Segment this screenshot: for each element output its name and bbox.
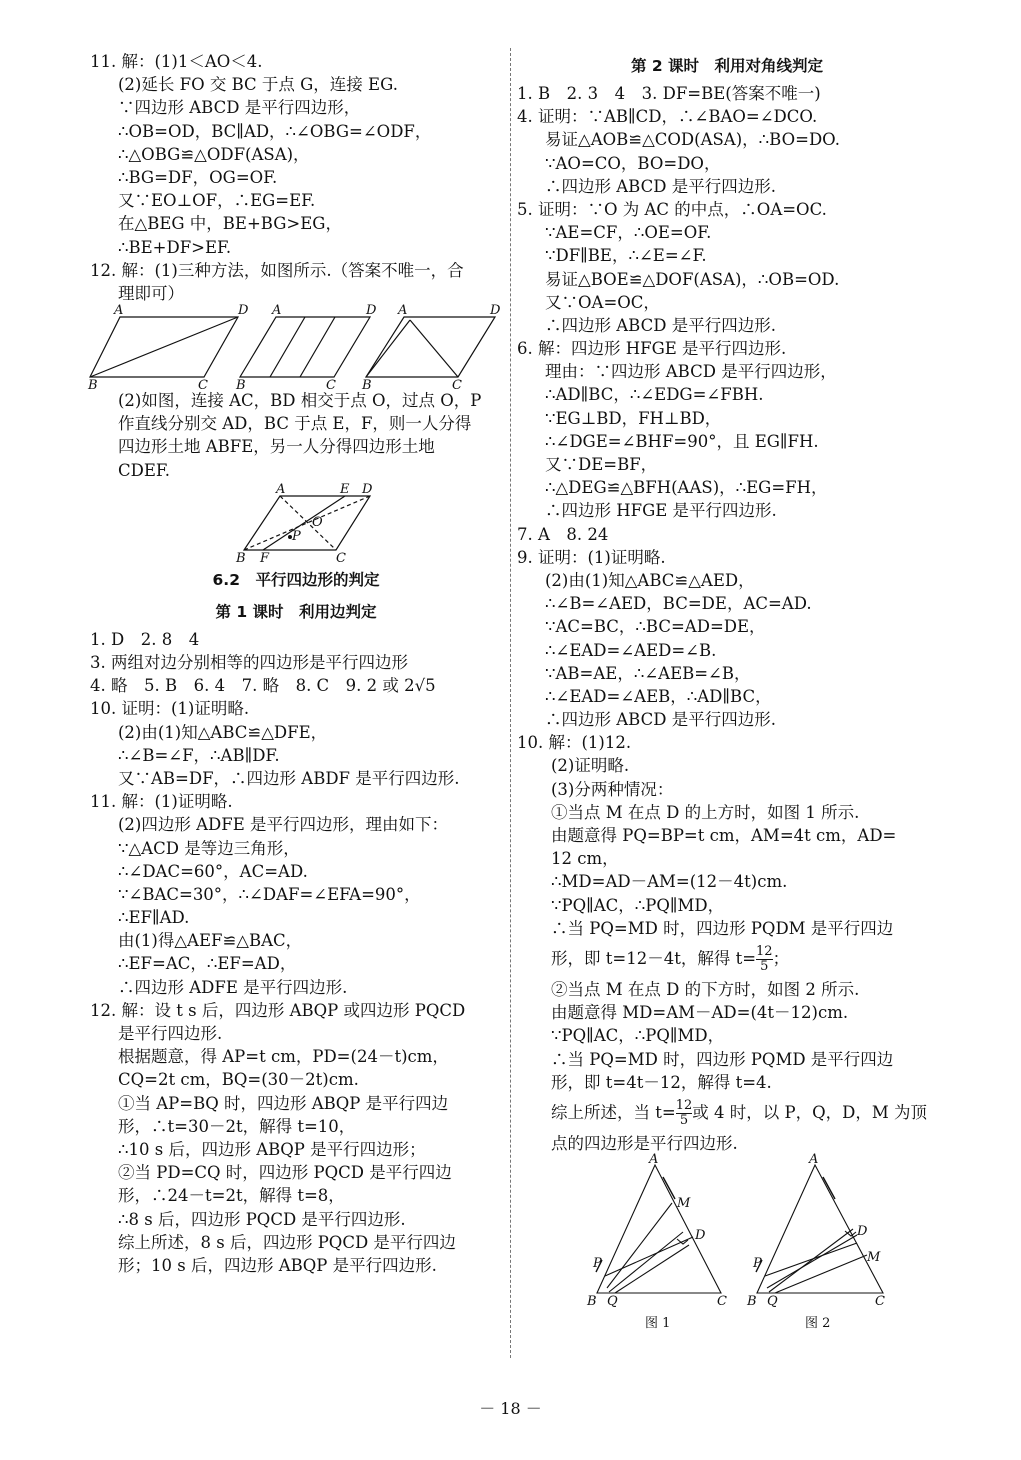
fraction-line: [517, 1094, 937, 1132]
text-line: ∵EG⊥BD，FH⊥BD，: [545, 408, 722, 428]
text-line: CDEF.: [118, 460, 171, 480]
text-line: 11. 解：(1)1＜AO＜4.: [90, 52, 263, 71]
fraction-line: [517, 940, 937, 978]
label-O: O: [312, 514, 323, 530]
text-line: ∴当 PQ=MD 时，四边形 PQDM 是平行四边: [551, 918, 894, 938]
label-E: E: [340, 481, 350, 497]
text-line: ∴当 PQ=MD 时，四边形 PQMD 是平行四边: [551, 1049, 894, 1069]
label-P: P: [753, 1256, 762, 1272]
text-line: ∵AB=AE，∴∠AEB=∠B，: [545, 663, 751, 683]
text-line: 由题意得 MD=AM－AD=(4t－12)cm.: [551, 1003, 849, 1023]
text-line: ∴四边形 ABCD 是平行四边形.: [545, 710, 776, 730]
text-line: 形；10 s 后，四边形 ABQP 是平行四边形.: [118, 1255, 437, 1275]
text-line: ∴四边形 ADFE 是平行四边形.: [118, 977, 348, 997]
fraction: [676, 1099, 693, 1128]
text-line: 综上所述，8 s 后，四边形 PQCD 是平行四边: [118, 1232, 456, 1252]
fraction: [756, 945, 773, 974]
text-line: ∵△ACD 是等边三角形，: [118, 838, 300, 858]
text-line: ∴△DEG≌△BFH(AAS)，∴EG=FH，: [545, 478, 828, 498]
text-line: ①当点 M 在点 D 的上方时，如图 1 所示.: [551, 802, 860, 822]
text-line: ∵四边形 ABCD 是平行四边形，: [118, 98, 361, 118]
text-line: (2)证明略.: [551, 756, 630, 776]
label-D: D: [362, 481, 373, 497]
text-line: ∴四边形 HFGE 是平行四边形.: [545, 501, 777, 521]
label-B: B: [88, 378, 98, 394]
column-divider: [510, 48, 511, 1358]
fraction-numerator: 12: [675, 1097, 693, 1113]
text-line: ∵∠BAC=30°，∴∠DAF=∠EFA=90°，: [118, 884, 421, 904]
text-line: 10. 证明：(1)证明略.: [90, 699, 250, 719]
text-line: 是平行四边形.: [118, 1024, 223, 1043]
text-line: ∴∠DAC=60°，AC=AD.: [118, 861, 308, 881]
text-line: 12 cm，: [551, 849, 619, 869]
three-parallelograms-figure: [88, 303, 502, 394]
text-line: ∴AD∥BC，∴∠EDG=∠FBH.: [545, 385, 764, 405]
text-line: ∴MD=AD－AM=(12－4t)cm.: [551, 872, 788, 892]
text-line: ∴∠B=∠AED，BC=DE，AC=AD.: [545, 594, 812, 614]
label-M: M: [867, 1250, 881, 1266]
text-line: (2)四边形 ADFE 是平行四边形，理由如下：: [118, 815, 448, 835]
label-D: D: [490, 303, 501, 319]
left-block-2: [90, 389, 502, 482]
label-B: B: [362, 378, 372, 394]
fraction-denominator: 5: [676, 1113, 693, 1128]
fraction-numerator: 12: [756, 943, 773, 959]
fraction-denominator: 5: [756, 959, 773, 974]
text-line: ∴四边形 ABCD 是平行四边形.: [545, 176, 776, 196]
label-D: D: [366, 303, 377, 319]
text-line: 3. 两组对边分别相等的四边形是平行四边形: [90, 653, 408, 672]
text-line: 12. 解：(1)三种方法，如图所示.（答案不唯一，合: [90, 260, 464, 280]
text-line: 5. 证明：∵O 为 AC 的中点，∴OA=OC.: [517, 199, 827, 219]
text-line: (2)延长 FO 交 BC 于点 G，连接 EG.: [118, 75, 398, 95]
text-line: ∴△OBG≌△ODF(ASA)，: [118, 144, 310, 164]
lesson-title: 第 2 课时 利用对角线判定: [630, 57, 824, 75]
text-line: 点的四边形是平行四边形.: [551, 1133, 738, 1153]
text-line: ∴四边形 ABCD 是平行四边形.: [545, 315, 776, 335]
text-line: 又∵AB=DF，∴四边形 ABDF 是平行四边形.: [118, 768, 460, 788]
text-line: ∵AO=CO，BO=DO，: [545, 153, 721, 173]
left-block-3: [90, 628, 502, 1277]
label-D: D: [695, 1228, 706, 1244]
label-P: P: [292, 528, 301, 544]
label-A: A: [398, 303, 408, 319]
label-M: M: [677, 1196, 691, 1212]
label-A: A: [276, 481, 286, 497]
text-line: (2)如图，连接 AC，BD 相交于点 O，过点 O，P: [118, 391, 482, 411]
text-line: (2)由(1)知△ABC≌△AED，: [545, 570, 755, 590]
text-line: 4. 略 5. B 6. 4 7. 略 8. C 9. 2 或 2√5: [90, 676, 436, 696]
text-line: 1. B 2. 3 4 3. DF=BE(答案不唯一): [517, 84, 821, 103]
text-line: ∵PQ∥AC，∴PQ∥MD，: [551, 895, 725, 915]
label-A: A: [649, 1152, 659, 1168]
label-A: A: [114, 303, 124, 319]
triangle-figures: [517, 1152, 937, 1332]
section-title: 6.2 平行四边形的判定: [212, 570, 380, 589]
text-line: ∵PQ∥AC，∴PQ∥MD，: [551, 1026, 725, 1046]
figure-caption: 图 2: [805, 1316, 831, 1332]
label-B: B: [587, 1294, 597, 1310]
text-line: ∴∠DGE=∠BHF=90°，且 EG∥FH.: [545, 431, 819, 451]
text-line: 7. A 8. 24: [517, 524, 609, 544]
left-column: [90, 50, 502, 1277]
text-line: (2)由(1)知△ABC≌△DFE，: [118, 722, 328, 742]
text-line: CQ=2t cm，BQ=(30－2t)cm.: [118, 1070, 359, 1090]
text-line: ∴EF∥AD.: [118, 908, 190, 928]
text-line: 6. 解：四边形 HFGE 是平行四边形.: [517, 339, 787, 359]
label-C: C: [875, 1294, 885, 1310]
text-line: ∵AE=CF，∴OE=OF.: [545, 223, 712, 243]
text-span: 形，即 t=12－4t，解得 t=: [551, 948, 757, 968]
text-line: ②当点 M 在点 D 的下方时，如图 2 所示.: [551, 979, 860, 999]
label-A: A: [809, 1152, 819, 1168]
label-B: B: [236, 378, 246, 394]
text-line: 形，∴t=30－2t，解得 t=10，: [118, 1116, 356, 1136]
label-A: A: [272, 303, 282, 319]
label-F: F: [260, 550, 270, 566]
label-D: D: [857, 1224, 868, 1240]
text-line: ∴8 s 后，四边形 PQCD 是平行四边形.: [118, 1209, 406, 1229]
text-line: ∴BG=DF，OG=OF.: [118, 167, 278, 187]
label-C: C: [198, 378, 208, 394]
text-line: 形，∴24－t=2t，解得 t=8，: [118, 1186, 345, 1206]
text-line: 1. D 2. 8 4: [90, 629, 200, 649]
page-number: － 18 －: [479, 1399, 542, 1418]
label-D: D: [238, 303, 249, 319]
label-B: B: [236, 550, 246, 566]
text-line: 9. 证明：(1)证明略.: [517, 547, 666, 567]
label-Q: Q: [607, 1294, 618, 1310]
label-C: C: [452, 378, 462, 394]
text-line: 在△BEG 中，BE+BG>EG，: [118, 214, 342, 234]
text-line: ∵DF∥BE，∴∠E=∠F.: [545, 246, 707, 266]
label-Q: Q: [767, 1294, 778, 1310]
text-line: ∴EF=AC，∴EF=AD，: [118, 954, 297, 974]
text-span: 综上所述，当 t=: [551, 1102, 676, 1122]
text-line: 又∵OA=OC，: [545, 292, 660, 312]
text-line: 12. 解：设 t s 后，四边形 ABQP 或四边形 PQCD: [90, 1000, 466, 1020]
right-column: [517, 50, 937, 1331]
parallelogram-division-figure: [90, 482, 502, 564]
text-line: 四边形土地 ABFE，另一人分得四边形土地: [118, 437, 435, 457]
text-line: 理即可）: [118, 283, 184, 303]
text-line: ∴OB=OD，BC∥AD，∴∠OBG=∠ODF，: [118, 121, 432, 141]
text-line: (3)分两种情况：: [551, 779, 674, 799]
text-line: 理由：∵四边形 ABCD 是平行四边形，: [545, 362, 837, 382]
text-line: 根据题意，得 AP=t cm，PD=(24－t)cm，: [118, 1047, 449, 1067]
text-line: 又∵EO⊥OF，∴EG=EF.: [118, 191, 316, 211]
text-line: 由题意得 PQ=BP=t cm，AM=4t cm，AD=: [551, 826, 897, 845]
figure-caption: 图 1: [645, 1316, 671, 1332]
lesson-title: 第 1 课时 利用边判定: [215, 602, 377, 621]
label-P: P: [593, 1256, 602, 1272]
label-C: C: [336, 550, 346, 566]
text-line: 易证△BOE≌△DOF(ASA)，∴OB=OD.: [545, 269, 840, 289]
text-span: 或 4 时，以 P，Q，D，M 为顶: [692, 1102, 927, 1122]
left-block-1: [90, 50, 502, 305]
text-span: ；: [772, 948, 790, 968]
text-line: ∵AC=BC，∴BC=AD=DE，: [545, 617, 766, 637]
text-line: ∴∠EAD=∠AEB，∴AD∥BC，: [545, 686, 772, 706]
text-line: 易证△AOB≌△COD(ASA)，∴BO=DO.: [545, 130, 840, 150]
right-block-1: [517, 82, 937, 1155]
text-line: ∴10 s 后，四边形 ABQP 是平行四边形；: [118, 1139, 426, 1159]
text-line: ∴∠B=∠F，∴AB∥DF.: [118, 745, 280, 765]
text-line: ②当 PD=CQ 时，四边形 PQCD 是平行四边: [118, 1163, 452, 1183]
text-line: ①当 AP=BQ 时，四边形 ABQP 是平行四边: [118, 1093, 449, 1113]
text-line: ∴BE+DF>EF.: [118, 237, 232, 257]
label-B: B: [747, 1294, 757, 1310]
text-line: 作直线分别交 AD，BC 于点 E，F，则一人分得: [118, 414, 472, 434]
text-line: 4. 证明：∵AB∥CD，∴∠BAO=∠DCO.: [517, 107, 818, 127]
text-line: 10. 解：(1)12.: [517, 733, 632, 753]
label-C: C: [717, 1294, 727, 1310]
text-line: 由(1)得△AEF≌△BAC，: [118, 931, 303, 951]
label-C: C: [326, 378, 336, 394]
text-line: 11. 解：(1)证明略.: [90, 792, 233, 812]
text-line: 形，即 t=4t－12，解得 t=4.: [551, 1072, 772, 1092]
text-line: ∴∠EAD=∠AED=∠B.: [545, 640, 717, 660]
text-line: 又∵DE=BF，: [545, 455, 658, 474]
